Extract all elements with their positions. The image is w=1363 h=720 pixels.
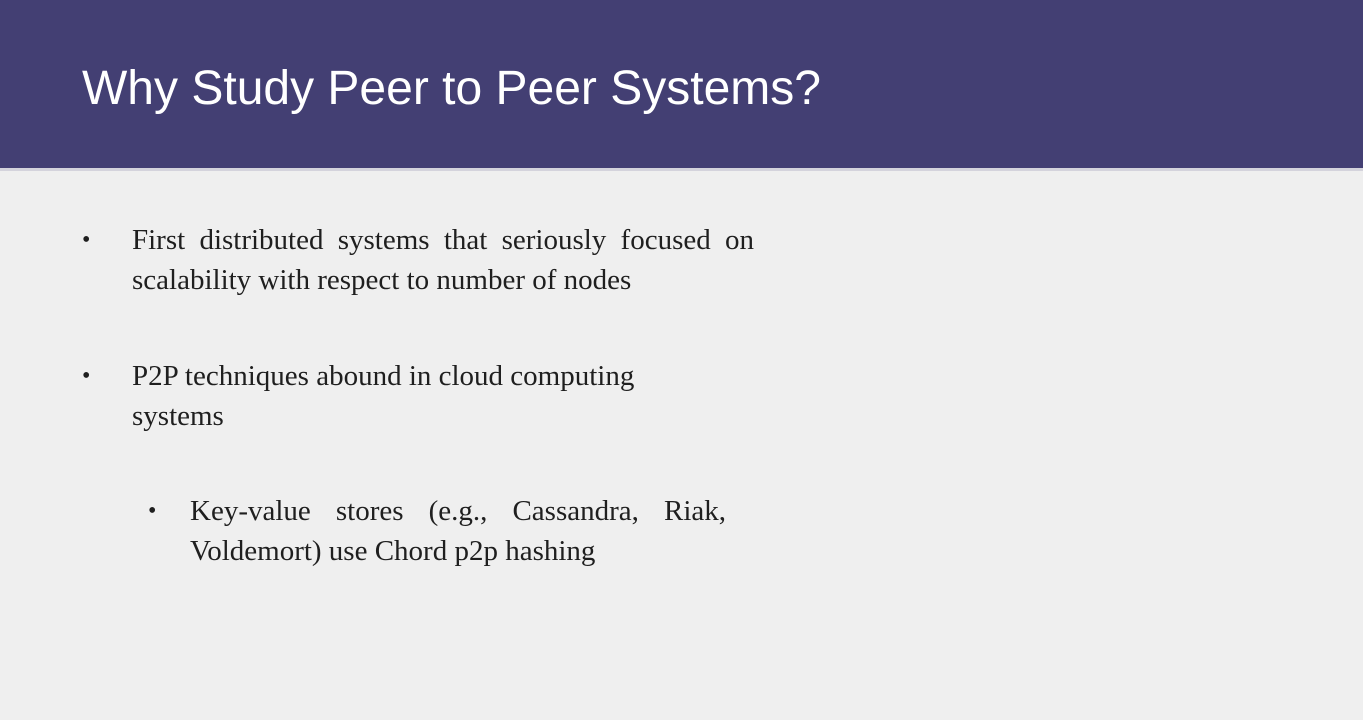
bullet-item xyxy=(82,220,754,300)
header-divider xyxy=(0,168,1363,171)
sub-bullet-marker: • xyxy=(148,498,157,524)
bullet-marker: • xyxy=(82,227,91,253)
sub-bullet-item xyxy=(148,491,726,571)
bullet-marker: • xyxy=(82,363,91,389)
bullet-item xyxy=(82,356,754,436)
bullet-text: First distributed systems that seriously focused on scalability with respect to number of nodes xyxy=(132,224,754,296)
bullet-text: P2P techniques abound in cloud computing systems xyxy=(132,360,635,432)
slide-title: Why Study Peer to Peer Systems? xyxy=(82,62,821,115)
title-bar xyxy=(0,0,1363,168)
sub-bullet-text: Key-value stores (e.g., Cassandra, Riak, Voldemort) use Chord p2p hashing xyxy=(190,495,726,567)
